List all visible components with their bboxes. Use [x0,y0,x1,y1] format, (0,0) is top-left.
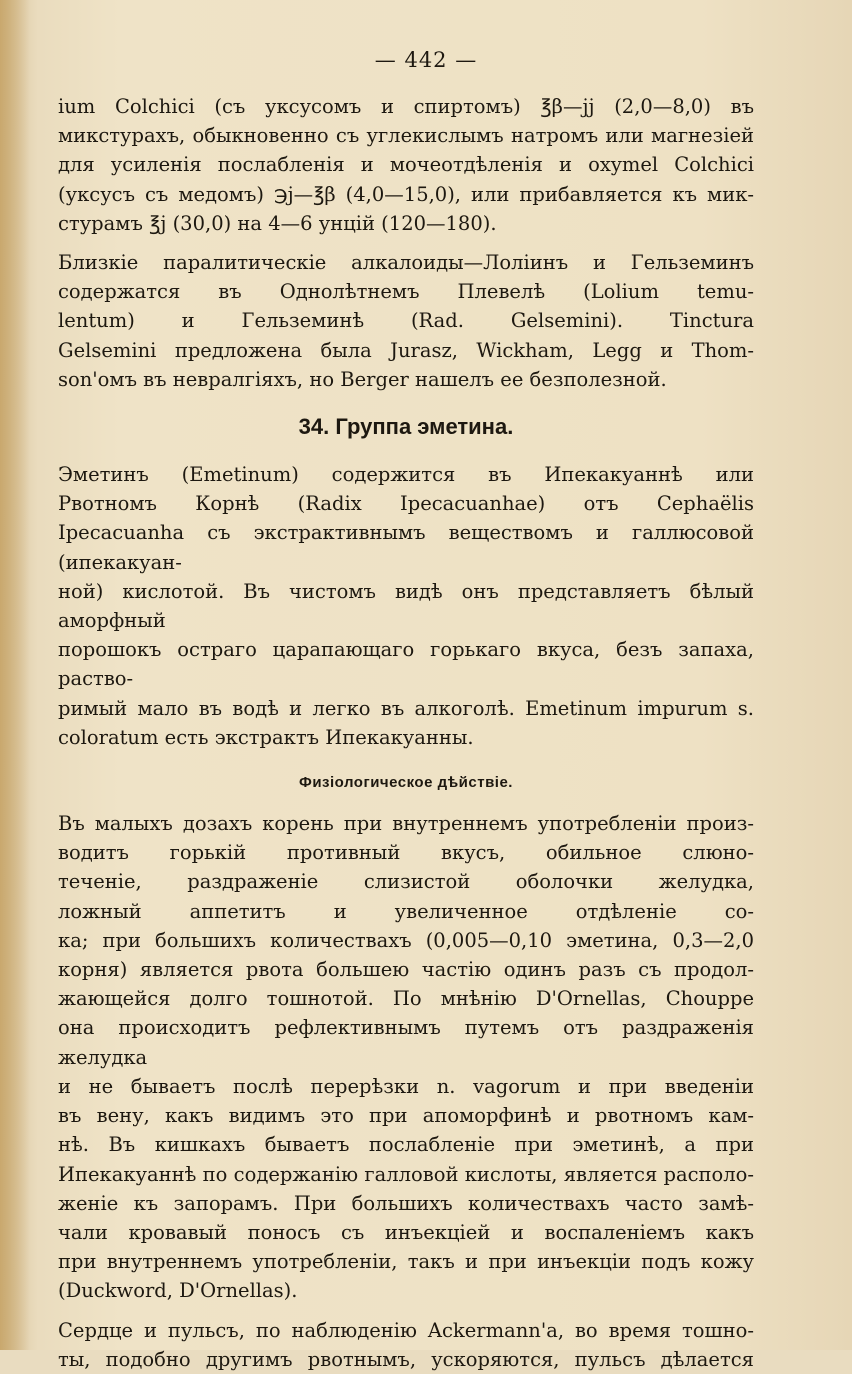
text-line: Эметинъ (Emetinum) содержится въ Ипекакуаннѣ или [58,463,754,487]
text-line: при внутреннемъ употребленіи, такъ и при инъекціи подъ кожу [58,1250,754,1274]
text-line: ной) кислотой. Въ чистомъ видѣ онъ представляетъ бѣлый аморфный [58,579,754,633]
text-line: она происходитъ рефлективнымъ путемъ отъ раздраженія желудка [58,1016,754,1069]
text-line: (Duckword, D'Ornellas). [58,1279,298,1303]
subsection-heading: Физіологическое дѣйствіе. [299,774,513,792]
text-line: Близкіе паралитическіе алкалоиды—Лоліинъ и Гельземинъ [58,251,754,275]
page-spine-shadow [0,0,30,1350]
text-line: coloratum есть экстрактъ Ипекакуанны. [58,725,474,749]
text-line: нѣ. Въ кишкахъ бываетъ послабленіе при эметинѣ, а при [58,1133,754,1157]
text-line: ium Colchici (съ уксусомъ и спиртомъ) ℥β—jj (2,0—8,0) въ [58,95,754,118]
text-line: чали кровавый поносъ съ инъекціей и воспаленіемъ какъ [58,1220,754,1244]
text-line: жающейся долго тошнотой. По мнѣнію D'Ornellas, Chouppe [58,987,754,1011]
text-line: для усиленія послабленія и мочеотдѣленія и oxymel Colchici [58,153,754,177]
text-line: римый мало въ водѣ и легко въ алкоголѣ. Emetinum impurum s. [58,696,754,720]
text-line: микстурахъ, обыкновенно съ углекислымъ натромъ или магнезіей [58,124,754,148]
text-line: Gelsemini предложена была Jurasz, Wickham, Legg и Thom- [58,338,754,362]
text-line: Ипекакуаннѣ по содержанію галловой кислоты, является располо- [58,1162,754,1186]
text-line: теченіе, раздраженіе слизистой оболочки желудка, [58,870,754,894]
text-line: Рвотномъ Корнѣ (Radix Ipecacuanhae) отъ Cephaëlis [58,492,754,516]
text-line: ложный аппетитъ и увеличенное отдѣленіе со- [58,899,754,923]
page-number: — 442 — [374,48,478,72]
text-line: Въ малыхъ дозахъ корень при внутреннемъ употребленіи произ- [58,812,754,836]
text-line: водитъ горькій противный вкусъ, обильное слюно- [58,841,754,865]
text-line: (уксусъ съ медомъ) ℈j—℥β (4,0—15,0), или прибавляется къ мик- [58,182,754,206]
text-line: ты, подобно другимъ рвотнымъ, ускоряются, пульсъ дѣлается [58,1347,754,1371]
text-line: son'омъ въ невралгіяхъ, но Berger нашелъ ее безполезной. [58,367,667,391]
text-line: порошокъ остраго царапающаго горькаго вкуса, безъ запаха, раство- [58,638,754,691]
text-line: корня) является рвота большею частію одинъ разъ съ продол- [58,958,754,982]
text-line: Сердце и пульсъ, по наблюденію Ackermann'a, во время тошно- [58,1318,754,1342]
page-text [58,92,754,1374]
text-line: въ вену, какъ видимъ это при апоморфинѣ и рвотномъ кам- [58,1104,754,1128]
text-line: ка; при большихъ количествахъ (0,005—0,10 эметина, 0,3—2,0 [58,928,754,952]
text-line: Ipecacuanha съ экстрактивнымъ веществомъ и галлюсовой (ипекакуан- [58,521,754,574]
text-line: стурамъ ℥j (30,0) на 4—6 унцій (120—180). [58,211,497,235]
text-line: lentum) и Гельземинѣ (Rad. Gelsemini). Tinctura [58,309,754,333]
text-line: женіе къ запорамъ. При большихъ количествахъ часто замѣ- [58,1191,754,1215]
section-heading: 34. Группа эметина. [298,414,514,440]
text-line: содержатся въ Однолѣтнемъ Плевелѣ (Lolium temu- [58,280,754,304]
text-line: и не бываетъ послѣ перерѣзки n. vagorum и при введеніи [58,1074,754,1098]
